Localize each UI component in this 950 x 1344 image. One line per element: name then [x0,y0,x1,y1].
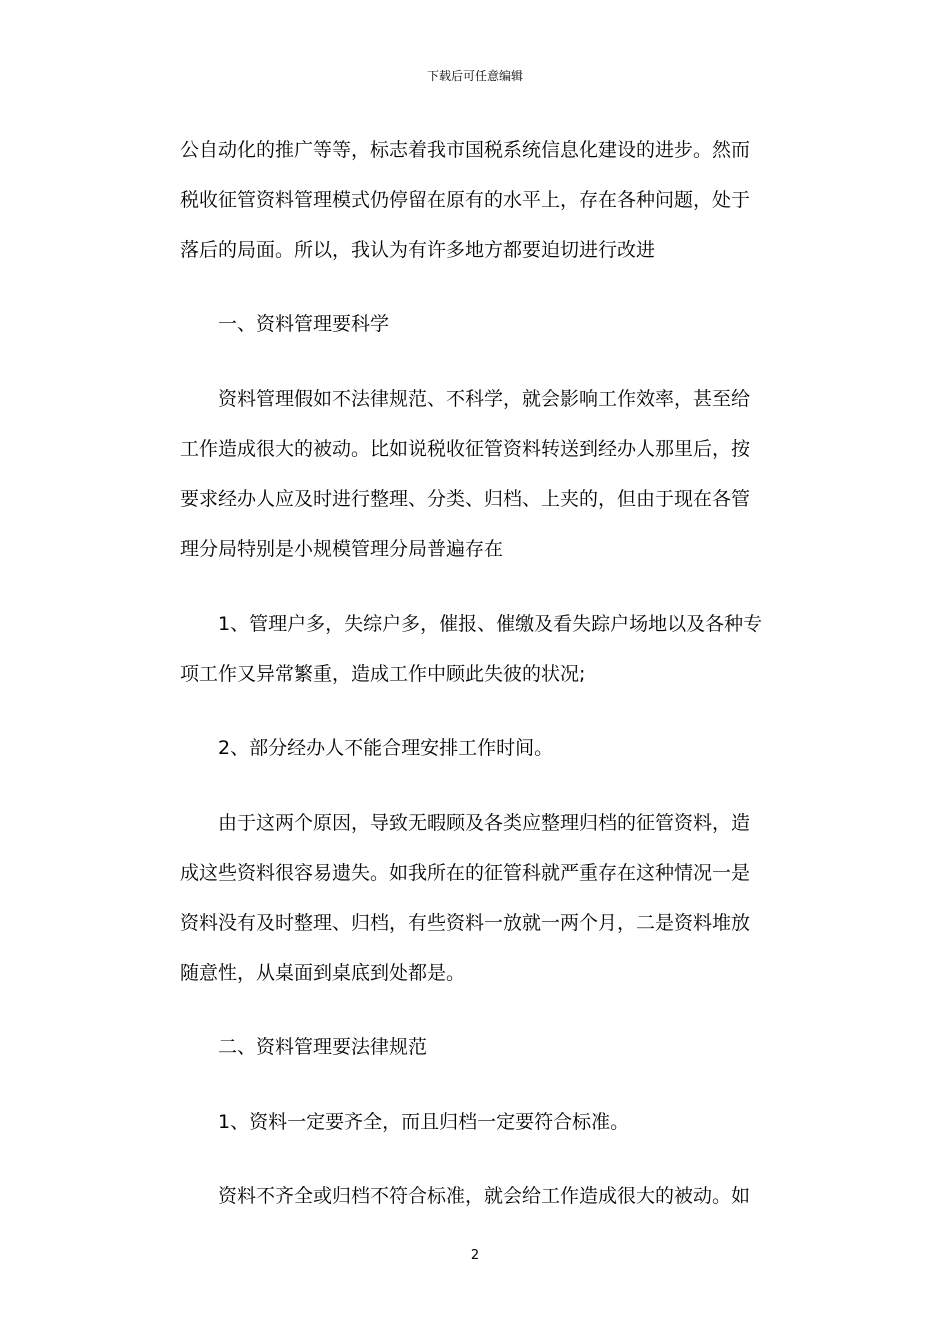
page-header: 下载后可任意编辑 [426,69,523,83]
body-line: 随意性，从桌面到桌底到处都是。 [180,962,466,984]
body-line: 成这些资料很容易遗失。如我所在的征管科就严重存在这种情况一是 [180,862,751,884]
body-line: 资料不齐全或归档不符合标准，就会给工作造成很大的被动。如 [180,1185,751,1207]
body-line: 税收征管资料管理模式仍停留在原有的水平上，存在各种问题，处于 [180,189,751,211]
body-line: 公自动化的推广等等，标志着我市国税系统信息化建设的进步。然而 [180,139,751,161]
body-line: 1、资料一定要齐全，而且归档一定要符合标准。 [180,1111,630,1133]
body-line: 理分局特别是小规模管理分局普遍存在 [180,538,504,560]
body-line: 2、部分经办人不能合理安排工作时间。 [180,737,554,759]
page-number: 2 [470,1248,480,1263]
body-line: 1、管理户多，失综户多，催报、催缴及看失踪户场地以及各种专 [180,613,763,635]
section-heading: 二、资料管理要法律规范 [180,1036,428,1058]
body-line: 由于这两个原因，导致无暇顾及各类应整理归档的征管资料，造 [180,812,751,834]
body-line: 项工作又异常繁重，造成工作中顾此失彼的状况; [180,663,586,685]
body-line: 工作造成很大的被动。比如说税收征管资料转送到经办人那里后，按 [180,438,751,460]
body-line: 资料管理假如不法律规范、不科学，就会影响工作效率，甚至给 [180,388,751,410]
body-line: 资料没有及时整理、归档，有些资料一放就一两个月，二是资料堆放 [180,912,751,934]
section-heading: 一、资料管理要科学 [180,313,390,335]
body-line: 要求经办人应及时进行整理、分类、归档、上夹的，但由于现在各管 [180,488,751,510]
body-line: 落后的局面。所以，我认为有许多地方都要迫切进行改进 [180,239,656,261]
